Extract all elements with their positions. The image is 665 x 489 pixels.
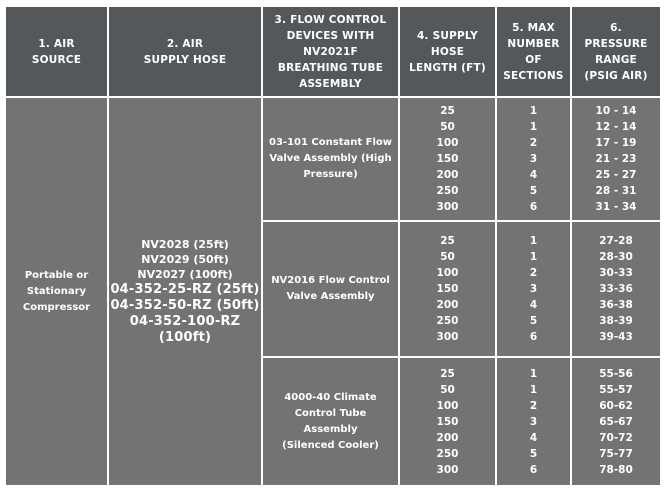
max-sections-value: 2 — [529, 137, 538, 149]
pressure-range-list — [571, 357, 661, 486]
hose-length-value: 100 — [436, 399, 459, 412]
hose-length-list — [399, 357, 496, 486]
max-sections-value: 3 — [529, 153, 538, 165]
pressure-range-value: 25 - 27 — [595, 169, 637, 181]
hose-length-value: 50 — [440, 121, 455, 133]
pressure-range-value: 30-33 — [599, 267, 633, 279]
max-sections-value: 6 — [529, 201, 538, 213]
pressure-range-value: 38-39 — [599, 315, 633, 327]
max-sections-value: 1 — [529, 383, 538, 396]
header-air-supply-hose: 2. AIR SUPPLY HOSE — [108, 6, 262, 97]
hose-model-04-352-25: 04-352-25-RZ (25ft) — [110, 282, 260, 297]
air-source-cell: Portable or Stationary Compressor — [5, 97, 108, 486]
header-air-source: 1. AIR SOURCE — [5, 6, 108, 97]
device-name-climate-control: 4000-40 Climate Control Tube Assembly (Silenced Cooler) — [262, 357, 399, 486]
hose-model-04-352-100: 04-352-100-RZ — [129, 314, 241, 329]
max-sections-list — [496, 97, 571, 221]
hose-length-value: 100 — [436, 267, 459, 279]
hose-length-value: 100 — [436, 137, 459, 149]
max-sections-value: 5 — [529, 447, 538, 460]
pressure-range-value: 33-36 — [599, 283, 633, 295]
pressure-range-list — [571, 97, 661, 221]
max-sections-value: 6 — [529, 463, 538, 476]
hose-length-value: 50 — [440, 383, 455, 396]
pressure-range-value: 28 - 31 — [595, 185, 637, 197]
max-sections-value: 1 — [529, 121, 538, 133]
max-sections-value: 6 — [529, 331, 538, 343]
hose-model-04-352-50: 04-352-50-RZ (50ft) — [110, 298, 260, 313]
pressure-range-value: 31 - 34 — [595, 201, 637, 213]
hose-length-value: 25 — [440, 235, 455, 247]
hose-length-value: 250 — [436, 447, 459, 460]
max-sections-value: 4 — [529, 299, 538, 311]
air-supply-specification-table — [4, 5, 662, 487]
pressure-range-value: 55-57 — [599, 383, 633, 396]
hose-model-nv2027: NV2027 (100ft) — [137, 268, 233, 281]
header-flow-control-devices: 3. FLOW CONTROL DEVICES WITH NV2021F BREATHING TUBE ASSEMBLY — [262, 6, 399, 97]
max-sections-value: 2 — [529, 267, 538, 279]
pressure-range-value: 28-30 — [599, 251, 633, 263]
pressure-range-value: 21 - 23 — [595, 153, 637, 165]
pressure-range-value: 39-43 — [599, 331, 633, 343]
pressure-range-value: 36-38 — [599, 299, 633, 311]
hose-length-value: 25 — [440, 367, 455, 380]
max-sections-value: 3 — [529, 415, 538, 428]
hose-length-list — [399, 97, 496, 221]
device-name-constant-flow: 03-101 Constant Flow Valve Assembly (High Pressure) — [262, 97, 399, 221]
hose-length-value: 300 — [436, 331, 459, 343]
hose-length-value: 50 — [440, 251, 455, 263]
pressure-range-value: 55-56 — [599, 367, 633, 380]
header-max-sections: 5. MAX NUMBER OF SECTIONS — [496, 6, 571, 97]
max-sections-value: 3 — [529, 283, 538, 295]
hose-length-value: 25 — [440, 105, 455, 117]
pressure-range-value: 78-80 — [599, 463, 633, 476]
pressure-range-value: 60-62 — [599, 399, 633, 412]
pressure-range-value: 70-72 — [599, 431, 633, 444]
hose-length-value: 250 — [436, 315, 459, 327]
hose-length-value: 200 — [436, 299, 459, 311]
max-sections-value: 1 — [529, 251, 538, 263]
pressure-range-value: 17 - 19 — [595, 137, 637, 149]
max-sections-value: 2 — [529, 399, 538, 412]
hose-model-04-352-100-length: (100ft) — [158, 330, 212, 345]
max-sections-list — [496, 221, 571, 357]
pressure-range-value: 75-77 — [599, 447, 633, 460]
device-name-nv2016: NV2016 Flow Control Valve Assembly — [262, 221, 399, 357]
max-sections-value: 1 — [529, 235, 538, 247]
pressure-range-value: 65-67 — [599, 415, 633, 428]
hose-length-value: 200 — [436, 431, 459, 444]
hose-length-list — [399, 221, 496, 357]
max-sections-value: 4 — [529, 431, 538, 444]
hose-length-value: 150 — [436, 415, 459, 428]
hose-length-value: 250 — [436, 185, 459, 197]
hose-length-value: 150 — [436, 153, 459, 165]
max-sections-value: 5 — [529, 315, 538, 327]
hose-model-nv2029: NV2029 (50ft) — [141, 253, 229, 266]
hose-model-nv2028: NV2028 (25ft) — [141, 238, 229, 251]
supply-hose-cell — [108, 97, 262, 486]
header-pressure-range: 6. PRESSURE RANGE (PSIG AIR) — [571, 6, 661, 97]
pressure-range-list — [571, 221, 661, 357]
hose-length-value: 300 — [436, 463, 459, 476]
pressure-range-value: 10 - 14 — [595, 105, 637, 117]
hose-length-value: 300 — [436, 201, 459, 213]
hose-length-value: 200 — [436, 169, 459, 181]
max-sections-value: 1 — [529, 367, 538, 380]
max-sections-value: 4 — [529, 169, 538, 181]
max-sections-value: 1 — [529, 105, 538, 117]
device-row-constant-flow — [5, 97, 661, 221]
header-supply-hose-length: 4. SUPPLY HOSE LENGTH (FT) — [399, 6, 496, 97]
max-sections-value: 5 — [529, 185, 538, 197]
max-sections-list — [496, 357, 571, 486]
hose-length-value: 150 — [436, 283, 459, 295]
header-row — [5, 6, 661, 97]
pressure-range-value: 12 - 14 — [595, 121, 637, 133]
pressure-range-value: 27-28 — [599, 235, 633, 247]
